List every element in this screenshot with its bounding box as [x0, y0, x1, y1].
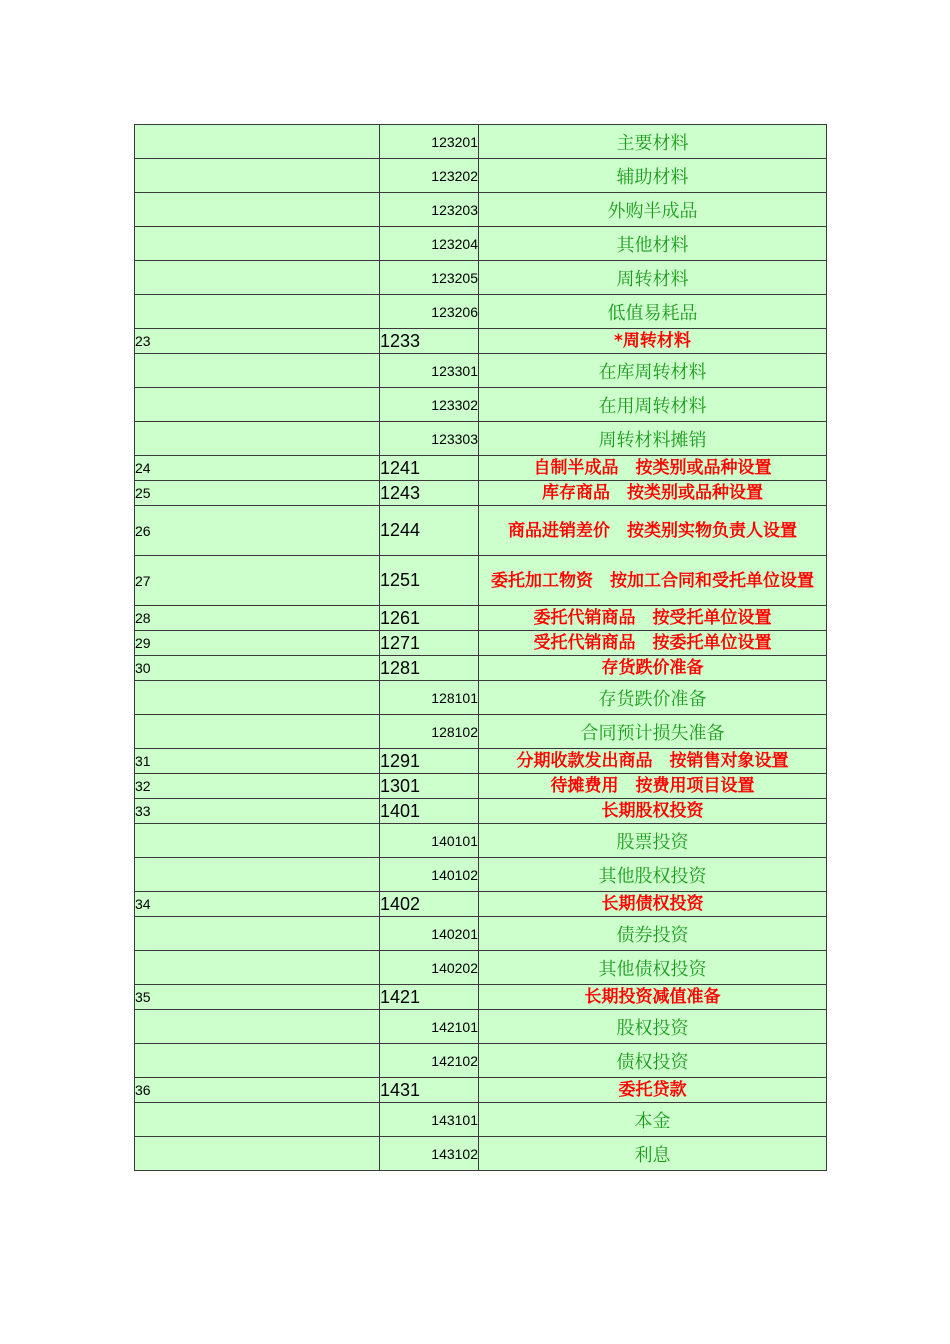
account-name-cell: 其他债权投资: [479, 951, 827, 985]
account-name-cell: 委托贷款: [479, 1078, 827, 1103]
account-code-cell: 143101: [380, 1103, 479, 1137]
account-row: [135, 892, 827, 917]
row-number-cell: [135, 295, 380, 329]
row-number-cell: [135, 227, 380, 261]
account-code-cell: 128102: [380, 715, 479, 749]
account-name-cell: 周转材料摊销: [479, 422, 827, 456]
sub-account-row: [135, 422, 827, 456]
row-number-cell: 29: [135, 631, 380, 656]
row-number-cell: 28: [135, 606, 380, 631]
account-name-cell: 债权投资: [479, 1044, 827, 1078]
row-number-cell: 24: [135, 456, 380, 481]
sub-account-row: [135, 295, 827, 329]
account-name-cell: 存货跌价准备: [479, 656, 827, 681]
account-name-cell: 低值易耗品: [479, 295, 827, 329]
account-code-cell: 1243: [380, 481, 479, 506]
account-code-cell: 140202: [380, 951, 479, 985]
account-row: [135, 631, 827, 656]
row-number-cell: [135, 917, 380, 951]
account-name-cell: 其他股权投资: [479, 858, 827, 892]
sub-account-row: [135, 261, 827, 295]
account-code-cell: 140201: [380, 917, 479, 951]
sub-account-row: [135, 1103, 827, 1137]
account-name-cell: 库存商品 按类别或品种设置: [479, 481, 827, 506]
account-code-cell: 1402: [380, 892, 479, 917]
row-number-cell: [135, 1010, 380, 1044]
row-number-cell: [135, 715, 380, 749]
sub-account-row: [135, 1010, 827, 1044]
sub-account-row: [135, 681, 827, 715]
account-name-cell: 在用周转材料: [479, 388, 827, 422]
sub-account-row: [135, 125, 827, 159]
account-name-cell: 委托代销商品 按受托单位设置: [479, 606, 827, 631]
row-number-cell: [135, 858, 380, 892]
account-code-cell: 1271: [380, 631, 479, 656]
row-number-cell: 32: [135, 774, 380, 799]
account-code-cell: 123205: [380, 261, 479, 295]
sub-account-row: [135, 858, 827, 892]
account-code-cell: 1421: [380, 985, 479, 1010]
account-name-cell: 商品进销差价 按类别实物负责人设置: [479, 506, 827, 556]
account-code-cell: 123206: [380, 295, 479, 329]
account-code-cell: 128101: [380, 681, 479, 715]
account-name-cell: 主要材料: [479, 125, 827, 159]
row-number-cell: [135, 1137, 380, 1171]
account-code-cell: 142102: [380, 1044, 479, 1078]
account-name-cell: 长期股权投资: [479, 799, 827, 824]
row-number-cell: 26: [135, 506, 380, 556]
account-row: [135, 656, 827, 681]
row-number-cell: 36: [135, 1078, 380, 1103]
account-name-cell: 外购半成品: [479, 193, 827, 227]
account-name-cell: *周转材料: [479, 329, 827, 354]
account-row: [135, 749, 827, 774]
account-name-cell: 委托加工物资 按加工合同和受托单位设置: [479, 556, 827, 606]
account-name-cell: 自制半成品 按类别或品种设置: [479, 456, 827, 481]
account-name-cell: 分期收款发出商品 按销售对象设置: [479, 749, 827, 774]
account-code-cell: 123203: [380, 193, 479, 227]
sub-account-row: [135, 824, 827, 858]
account-code-cell: 1431: [380, 1078, 479, 1103]
row-number-cell: 31: [135, 749, 380, 774]
account-code-cell: 1281: [380, 656, 479, 681]
account-table: [134, 124, 827, 1171]
row-number-cell: 25: [135, 481, 380, 506]
row-number-cell: [135, 388, 380, 422]
account-code-cell: 1241: [380, 456, 479, 481]
account-row: [135, 481, 827, 506]
row-number-cell: [135, 193, 380, 227]
account-row: [135, 556, 827, 606]
account-code-cell: 123201: [380, 125, 479, 159]
account-name-cell: 长期债权投资: [479, 892, 827, 917]
sub-account-row: [135, 193, 827, 227]
account-code-cell: 140102: [380, 858, 479, 892]
account-name-cell: 债券投资: [479, 917, 827, 951]
row-number-cell: [135, 681, 380, 715]
sub-account-row: [135, 1044, 827, 1078]
row-number-cell: [135, 824, 380, 858]
row-number-cell: [135, 159, 380, 193]
account-name-cell: 存货跌价准备: [479, 681, 827, 715]
account-row: [135, 1078, 827, 1103]
row-number-cell: [135, 1044, 380, 1078]
account-name-cell: 股票投资: [479, 824, 827, 858]
sub-account-row: [135, 1137, 827, 1171]
account-row: [135, 329, 827, 354]
account-code-cell: 123303: [380, 422, 479, 456]
account-name-cell: 股权投资: [479, 1010, 827, 1044]
account-code-cell: 1244: [380, 506, 479, 556]
account-name-cell: 周转材料: [479, 261, 827, 295]
row-number-cell: 35: [135, 985, 380, 1010]
account-code-cell: 142101: [380, 1010, 479, 1044]
account-code-cell: 1261: [380, 606, 479, 631]
sub-account-row: [135, 388, 827, 422]
account-name-cell: 合同预计损失准备: [479, 715, 827, 749]
sub-account-row: [135, 227, 827, 261]
account-code-cell: 140101: [380, 824, 479, 858]
sub-account-row: [135, 917, 827, 951]
account-code-cell: 123202: [380, 159, 479, 193]
account-code-cell: 123301: [380, 354, 479, 388]
account-table-body: [135, 125, 827, 1171]
row-number-cell: [135, 125, 380, 159]
account-row: [135, 506, 827, 556]
account-row: [135, 456, 827, 481]
account-row: [135, 774, 827, 799]
account-code-cell: 123204: [380, 227, 479, 261]
account-name-cell: 受托代销商品 按委托单位设置: [479, 631, 827, 656]
account-code-cell: 123302: [380, 388, 479, 422]
account-name-cell: 利息: [479, 1137, 827, 1171]
row-number-cell: 34: [135, 892, 380, 917]
row-number-cell: 27: [135, 556, 380, 606]
account-name-cell: 待摊费用 按费用项目设置: [479, 774, 827, 799]
row-number-cell: [135, 261, 380, 295]
account-row: [135, 985, 827, 1010]
row-number-cell: [135, 951, 380, 985]
row-number-cell: [135, 422, 380, 456]
account-code-cell: 1291: [380, 749, 479, 774]
sub-account-row: [135, 159, 827, 193]
account-name-cell: 其他材料: [479, 227, 827, 261]
row-number-cell: 23: [135, 329, 380, 354]
account-code-cell: 1301: [380, 774, 479, 799]
row-number-cell: [135, 354, 380, 388]
account-name-cell: 本金: [479, 1103, 827, 1137]
account-code-cell: 1251: [380, 556, 479, 606]
account-name-cell: 在库周转材料: [479, 354, 827, 388]
account-code-cell: 1401: [380, 799, 479, 824]
row-number-cell: [135, 1103, 380, 1137]
row-number-cell: 33: [135, 799, 380, 824]
account-name-cell: 辅助材料: [479, 159, 827, 193]
sub-account-row: [135, 951, 827, 985]
account-code-cell: 1233: [380, 329, 479, 354]
sub-account-row: [135, 354, 827, 388]
row-number-cell: 30: [135, 656, 380, 681]
account-name-cell: 长期投资减值准备: [479, 985, 827, 1010]
sub-account-row: [135, 715, 827, 749]
account-code-cell: 143102: [380, 1137, 479, 1171]
account-row: [135, 606, 827, 631]
account-row: [135, 799, 827, 824]
